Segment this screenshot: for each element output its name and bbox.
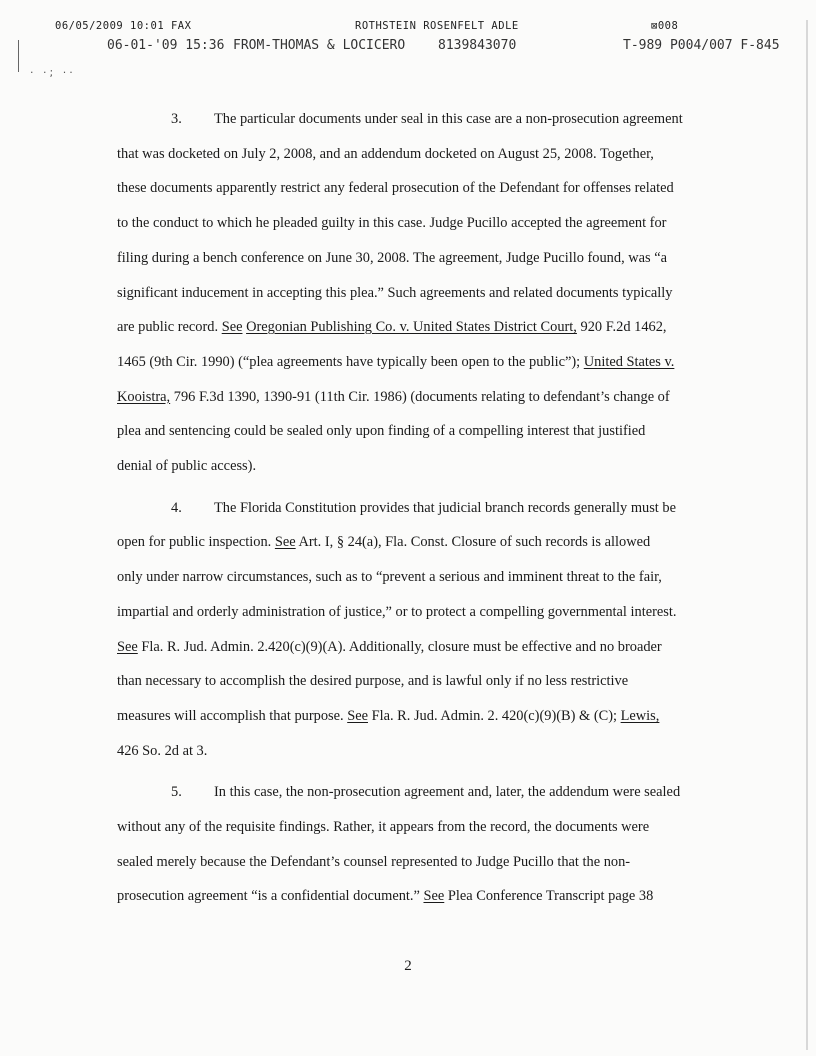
text-line bbox=[117, 345, 727, 380]
text-line bbox=[117, 276, 727, 311]
paragraph-number: 4. bbox=[171, 499, 182, 516]
text-line bbox=[117, 491, 727, 526]
text-run: The particular documents under seal in this case are a non-prosecution agreement bbox=[214, 111, 683, 127]
text-run: to the conduct to which he pleaded guilty in this case. Judge Pucillo accepted the agreement for bbox=[117, 215, 667, 232]
text-run: significant inducement in accepting this plea.” Such agreements and related documents typically bbox=[117, 284, 673, 301]
text-line bbox=[117, 664, 727, 699]
text-run: these documents apparently restrict any federal prosecution of the Defendant for offenses related bbox=[117, 180, 674, 197]
text-run: without any of the requisite findings. Rather, it appears from the record, the documents were bbox=[117, 819, 650, 836]
text-line bbox=[117, 810, 727, 845]
text-line bbox=[117, 414, 727, 449]
text-line bbox=[117, 734, 727, 769]
text-line bbox=[117, 525, 727, 560]
text-run: 1465 (9th Cir. 1990) (“plea agreements have typically been open to the public”); bbox=[117, 353, 584, 370]
text-run: Plea Conference Transcript page 38 bbox=[444, 888, 654, 905]
fax-transmit-datetime: 06-01-'09 15:36 bbox=[107, 38, 225, 53]
fax-header-line-1 bbox=[55, 20, 776, 34]
fax-page-icon: ⊠ bbox=[651, 20, 658, 32]
scan-edge-mark bbox=[18, 40, 19, 72]
text-line bbox=[117, 775, 727, 810]
text-run: Fla. R. Jud. Admin. 2. 420(c)(9)(B) & (C); bbox=[367, 707, 621, 724]
text-run: prosecution agreement “is a confidential document.” bbox=[117, 888, 424, 905]
scan-specks: · ·; ·· bbox=[30, 66, 76, 79]
fax-header-line-2 bbox=[55, 38, 780, 56]
text-run: impartial and orderly administration of justice,” or to protect a compelling governmental interest. bbox=[117, 603, 677, 620]
scan-edge-shadow bbox=[806, 20, 808, 1050]
text-run: measures will accomplish that purpose. bbox=[117, 707, 348, 724]
underlined-citation: United States v. bbox=[583, 353, 675, 370]
text-run: sealed merely because the Defendant’s counsel represented to Judge Pucillo that the non- bbox=[117, 853, 631, 870]
text-line bbox=[117, 699, 727, 734]
text-line bbox=[117, 449, 727, 484]
fax-sender: ROTHSTEIN ROSENFELT ADLE bbox=[355, 20, 519, 32]
text-run: 426 So. 2d at 3. bbox=[117, 742, 208, 759]
underlined-citation: Lewis, bbox=[620, 707, 660, 724]
text-run: 920 F.2d 1462, bbox=[576, 319, 667, 336]
text-line bbox=[117, 380, 727, 415]
paragraph-number: 5. bbox=[171, 784, 182, 801]
text-line bbox=[117, 879, 727, 914]
text-run: 796 F.3d 1390, 1390-91 (11th Cir. 1986) (documents relating to defendant’s change of bbox=[170, 388, 670, 405]
page-number: 2 bbox=[404, 958, 412, 974]
underlined-citation: See bbox=[347, 707, 368, 724]
text-run: The Florida Constitution provides that judicial branch records generally must be bbox=[214, 499, 676, 516]
text-run: In this case, the non-prosecution agreement and, later, the addendum were sealed bbox=[214, 784, 681, 801]
fax-phone: 8139843070 bbox=[438, 38, 517, 53]
text-line bbox=[117, 560, 727, 595]
text-run: open for public inspection. bbox=[117, 534, 275, 551]
text-line bbox=[117, 595, 727, 630]
underlined-citation: See bbox=[274, 534, 296, 551]
text-line bbox=[117, 137, 727, 172]
underlined-citation: See bbox=[221, 319, 243, 336]
paragraph-3 bbox=[117, 102, 727, 484]
text-line bbox=[117, 845, 727, 880]
underlined-citation: See bbox=[423, 888, 445, 905]
text-run: plea and sentencing could be sealed only upon finding of a compelling interest that justified bbox=[117, 423, 646, 440]
text-run: only under narrow circumstances, such as to “prevent a serious and imminent threat to the fair, bbox=[117, 569, 662, 586]
text-line bbox=[117, 310, 727, 345]
text-run: Art. I, § 24(a), Fla. Const. Closure of such records is allowed bbox=[295, 534, 651, 551]
underlined-citation: Oregonian Publishing Co. v. United States District Court, bbox=[246, 319, 577, 336]
underlined-citation: Kooistra, bbox=[117, 388, 171, 405]
paragraph-number: 3. bbox=[171, 111, 182, 127]
fax-codes: T-989 P004/007 F-845 bbox=[623, 38, 780, 53]
text-line bbox=[117, 102, 727, 137]
underlined-citation: See bbox=[117, 638, 138, 655]
text-run: Fla. R. Jud. Admin. 2.420(c)(9)(A). Additionally, closure must be effective and no broader bbox=[137, 638, 662, 655]
text-line bbox=[117, 171, 727, 206]
text-run: than necessary to accomplish the desired purpose, and is lawful only if no less restrictive bbox=[117, 673, 629, 690]
text-run: denial of public access). bbox=[117, 458, 257, 475]
text-line bbox=[117, 241, 727, 276]
text-line bbox=[117, 206, 727, 241]
text-run: are public record. bbox=[117, 319, 222, 336]
fax-page-counter: ⊠008 bbox=[651, 20, 679, 32]
paragraph-4 bbox=[117, 491, 727, 769]
paragraph-5 bbox=[117, 775, 727, 914]
fax-datetime: 06/05/2009 10:01 FAX bbox=[55, 20, 192, 32]
text-run: filing during a bench conference on June 30, 2008. The agreement, Judge Pucillo found, was “a bbox=[117, 249, 668, 266]
fax-from: FROM-THOMAS & LOCICERO bbox=[233, 38, 406, 53]
text-line bbox=[117, 630, 727, 665]
document-body bbox=[117, 102, 727, 914]
text-run: that was docketed on July 2, 2008, and an addendum docketed on August 25, 2008. Together, bbox=[117, 145, 654, 162]
